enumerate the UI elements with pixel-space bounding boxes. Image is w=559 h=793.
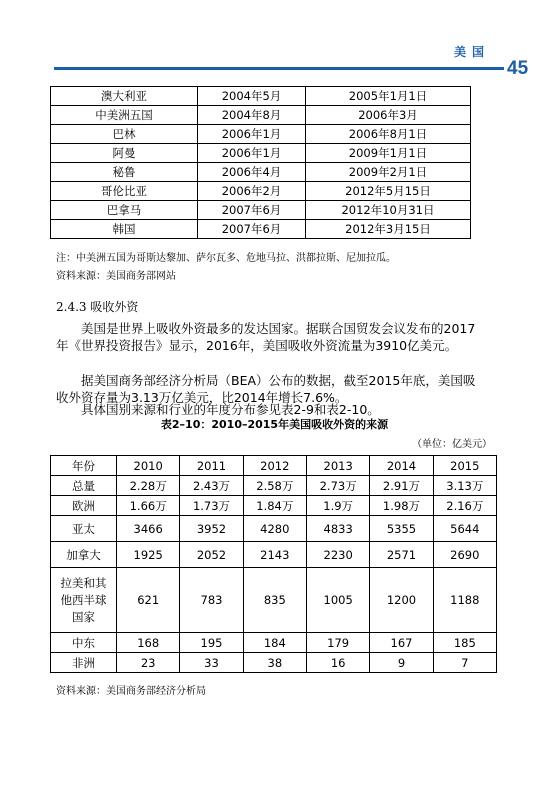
table-cell: 2012年5月15日 bbox=[306, 182, 471, 201]
table-cell: 783 bbox=[180, 568, 243, 633]
table-cell: 亚太 bbox=[51, 516, 117, 542]
table-cell: 2.28万 bbox=[117, 476, 180, 496]
table-cell: 哥伦比亚 bbox=[51, 182, 198, 201]
table-cell: 1.9万 bbox=[306, 496, 369, 516]
table-cell: 秘鲁 bbox=[51, 163, 198, 182]
table-cell: 2005年1月1日 bbox=[306, 87, 471, 106]
table-cell: 澳大利亚 bbox=[51, 87, 198, 106]
table2-source: 资料来源：美国商务部经济分析局 bbox=[56, 686, 206, 697]
table-note: 注：中美洲五国为哥斯达黎加、萨尔瓦多、危地马拉、洪都拉斯、尼加拉瓜。 bbox=[56, 253, 396, 264]
page-header-label: 美国 bbox=[454, 45, 491, 59]
table-cell: 2052 bbox=[180, 542, 243, 568]
table-header-cell: 2010 bbox=[117, 456, 180, 476]
table-cell: 16 bbox=[306, 653, 369, 673]
table-row bbox=[51, 220, 471, 239]
table-cell: 2006年3月 bbox=[306, 106, 471, 125]
table-row bbox=[51, 568, 497, 633]
table-cell bbox=[51, 568, 117, 633]
paragraph-1: 美国是世界上吸收外资最多的发达国家。据联合国贸发会议发布的2017年《世界投资报告》显示，2016年，美国吸收外资流量为3910亿美元。 bbox=[56, 321, 476, 353]
table-row bbox=[51, 516, 497, 542]
table-cell: 1.84万 bbox=[243, 496, 306, 516]
table-cell: 2571 bbox=[370, 542, 433, 568]
table-row bbox=[51, 144, 471, 163]
row-label-multiline bbox=[61, 573, 107, 628]
table-cell: 3466 bbox=[117, 516, 180, 542]
table-cell: 2143 bbox=[243, 542, 306, 568]
table-source: 资料来源：美国商务部网站 bbox=[56, 271, 176, 282]
table-cell: 2006年1月 bbox=[198, 125, 306, 144]
table-header-cell: 2015 bbox=[433, 456, 496, 476]
fta-table bbox=[50, 86, 471, 239]
table-cell: 2006年4月 bbox=[198, 163, 306, 182]
table-cell: 中美洲五国 bbox=[51, 106, 198, 125]
table-cell: 总量 bbox=[51, 476, 117, 496]
table-cell: 2.43万 bbox=[180, 476, 243, 496]
table-cell: 7 bbox=[433, 653, 496, 673]
table-cell: 1925 bbox=[117, 542, 180, 568]
table-cell: 2690 bbox=[433, 542, 496, 568]
table-cell: 2230 bbox=[306, 542, 369, 568]
table-cell: 621 bbox=[117, 568, 180, 633]
table-cell: 2006年8月1日 bbox=[306, 125, 471, 144]
table-cell: 阿曼 bbox=[51, 144, 198, 163]
table-cell: 2006年2月 bbox=[198, 182, 306, 201]
section-heading: 2.4.3 吸收外资 bbox=[56, 300, 139, 314]
page-number: 45 bbox=[507, 58, 529, 79]
paragraph-2: 据美国商务部经济分析局（BEA）公布的数据，截至2015年底，美国吸收外资存量为3.13万亿美元，比2014年增长7.6%。 bbox=[56, 373, 476, 405]
table-row bbox=[51, 106, 471, 125]
table-cell: 1.98万 bbox=[370, 496, 433, 516]
row-label-line: 国家 bbox=[72, 609, 95, 624]
table-cell: 38 bbox=[243, 653, 306, 673]
table-cell: 5644 bbox=[433, 516, 496, 542]
table-cell: 3.13万 bbox=[433, 476, 496, 496]
table-row bbox=[51, 163, 471, 182]
table-cell: 3952 bbox=[180, 516, 243, 542]
table-row bbox=[51, 496, 497, 516]
table-header-cell: 年份 bbox=[51, 456, 117, 476]
table-cell: 1200 bbox=[370, 568, 433, 633]
table-row bbox=[51, 633, 497, 653]
table-cell: 167 bbox=[370, 633, 433, 653]
table-unit: （单位：亿美元） bbox=[412, 439, 492, 450]
table-cell: 195 bbox=[180, 633, 243, 653]
table-cell: 韩国 bbox=[51, 220, 198, 239]
fdi-source-table bbox=[50, 455, 497, 673]
table-cell: 4280 bbox=[243, 516, 306, 542]
table-cell: 中东 bbox=[51, 633, 117, 653]
table-cell: 9 bbox=[370, 653, 433, 673]
table-cell: 185 bbox=[433, 633, 496, 653]
table-cell: 2.58万 bbox=[243, 476, 306, 496]
table-header-cell: 2011 bbox=[180, 456, 243, 476]
paragraph-3: 具体国别来源和行业的年度分布参见表2-9和表2-10。 bbox=[81, 402, 380, 417]
table-row bbox=[51, 125, 471, 144]
table-cell: 1188 bbox=[433, 568, 496, 633]
table-cell: 加拿大 bbox=[51, 542, 117, 568]
table-cell: 168 bbox=[117, 633, 180, 653]
table-row bbox=[51, 87, 471, 106]
table-cell: 2.91万 bbox=[370, 476, 433, 496]
table-cell: 1005 bbox=[306, 568, 369, 633]
table-cell: 2007年6月 bbox=[198, 201, 306, 220]
row-label-line: 他西半球 bbox=[60, 592, 107, 607]
table-cell: 巴林 bbox=[51, 125, 198, 144]
table-cell: 欧洲 bbox=[51, 496, 117, 516]
table-header-row bbox=[51, 456, 497, 476]
table-cell: 2012年3月15日 bbox=[306, 220, 471, 239]
row-label-line: 拉美和其 bbox=[60, 575, 107, 590]
table-cell: 184 bbox=[243, 633, 306, 653]
table-row bbox=[51, 182, 471, 201]
table-cell: 2.16万 bbox=[433, 496, 496, 516]
table-header-cell: 2014 bbox=[370, 456, 433, 476]
table-row bbox=[51, 201, 471, 220]
table-cell: 2.73万 bbox=[306, 476, 369, 496]
table-caption: 表2–10：2010–2015年美国吸收外资的来源 bbox=[160, 418, 389, 431]
table-row bbox=[51, 542, 497, 568]
table-cell: 1.73万 bbox=[180, 496, 243, 516]
table-cell: 2006年1月 bbox=[198, 144, 306, 163]
table-row bbox=[51, 653, 497, 673]
table-cell: 179 bbox=[306, 633, 369, 653]
table-header-cell: 2012 bbox=[243, 456, 306, 476]
table-cell: 4833 bbox=[306, 516, 369, 542]
table-cell: 2004年5月 bbox=[198, 87, 306, 106]
table-cell: 5355 bbox=[370, 516, 433, 542]
table-cell: 巴拿马 bbox=[51, 201, 198, 220]
table-cell: 2009年1月1日 bbox=[306, 144, 471, 163]
table-cell: 835 bbox=[243, 568, 306, 633]
table-cell: 2009年2月1日 bbox=[306, 163, 471, 182]
header-divider bbox=[54, 67, 504, 70]
table-cell: 2004年8月 bbox=[198, 106, 306, 125]
table-cell: 23 bbox=[117, 653, 180, 673]
table-header-cell: 2013 bbox=[306, 456, 369, 476]
table-cell: 2012年10月31日 bbox=[306, 201, 471, 220]
table-row bbox=[51, 476, 497, 496]
table-cell: 非洲 bbox=[51, 653, 117, 673]
table-cell: 33 bbox=[180, 653, 243, 673]
table-cell: 2007年6月 bbox=[198, 220, 306, 239]
table-cell: 1.66万 bbox=[117, 496, 180, 516]
